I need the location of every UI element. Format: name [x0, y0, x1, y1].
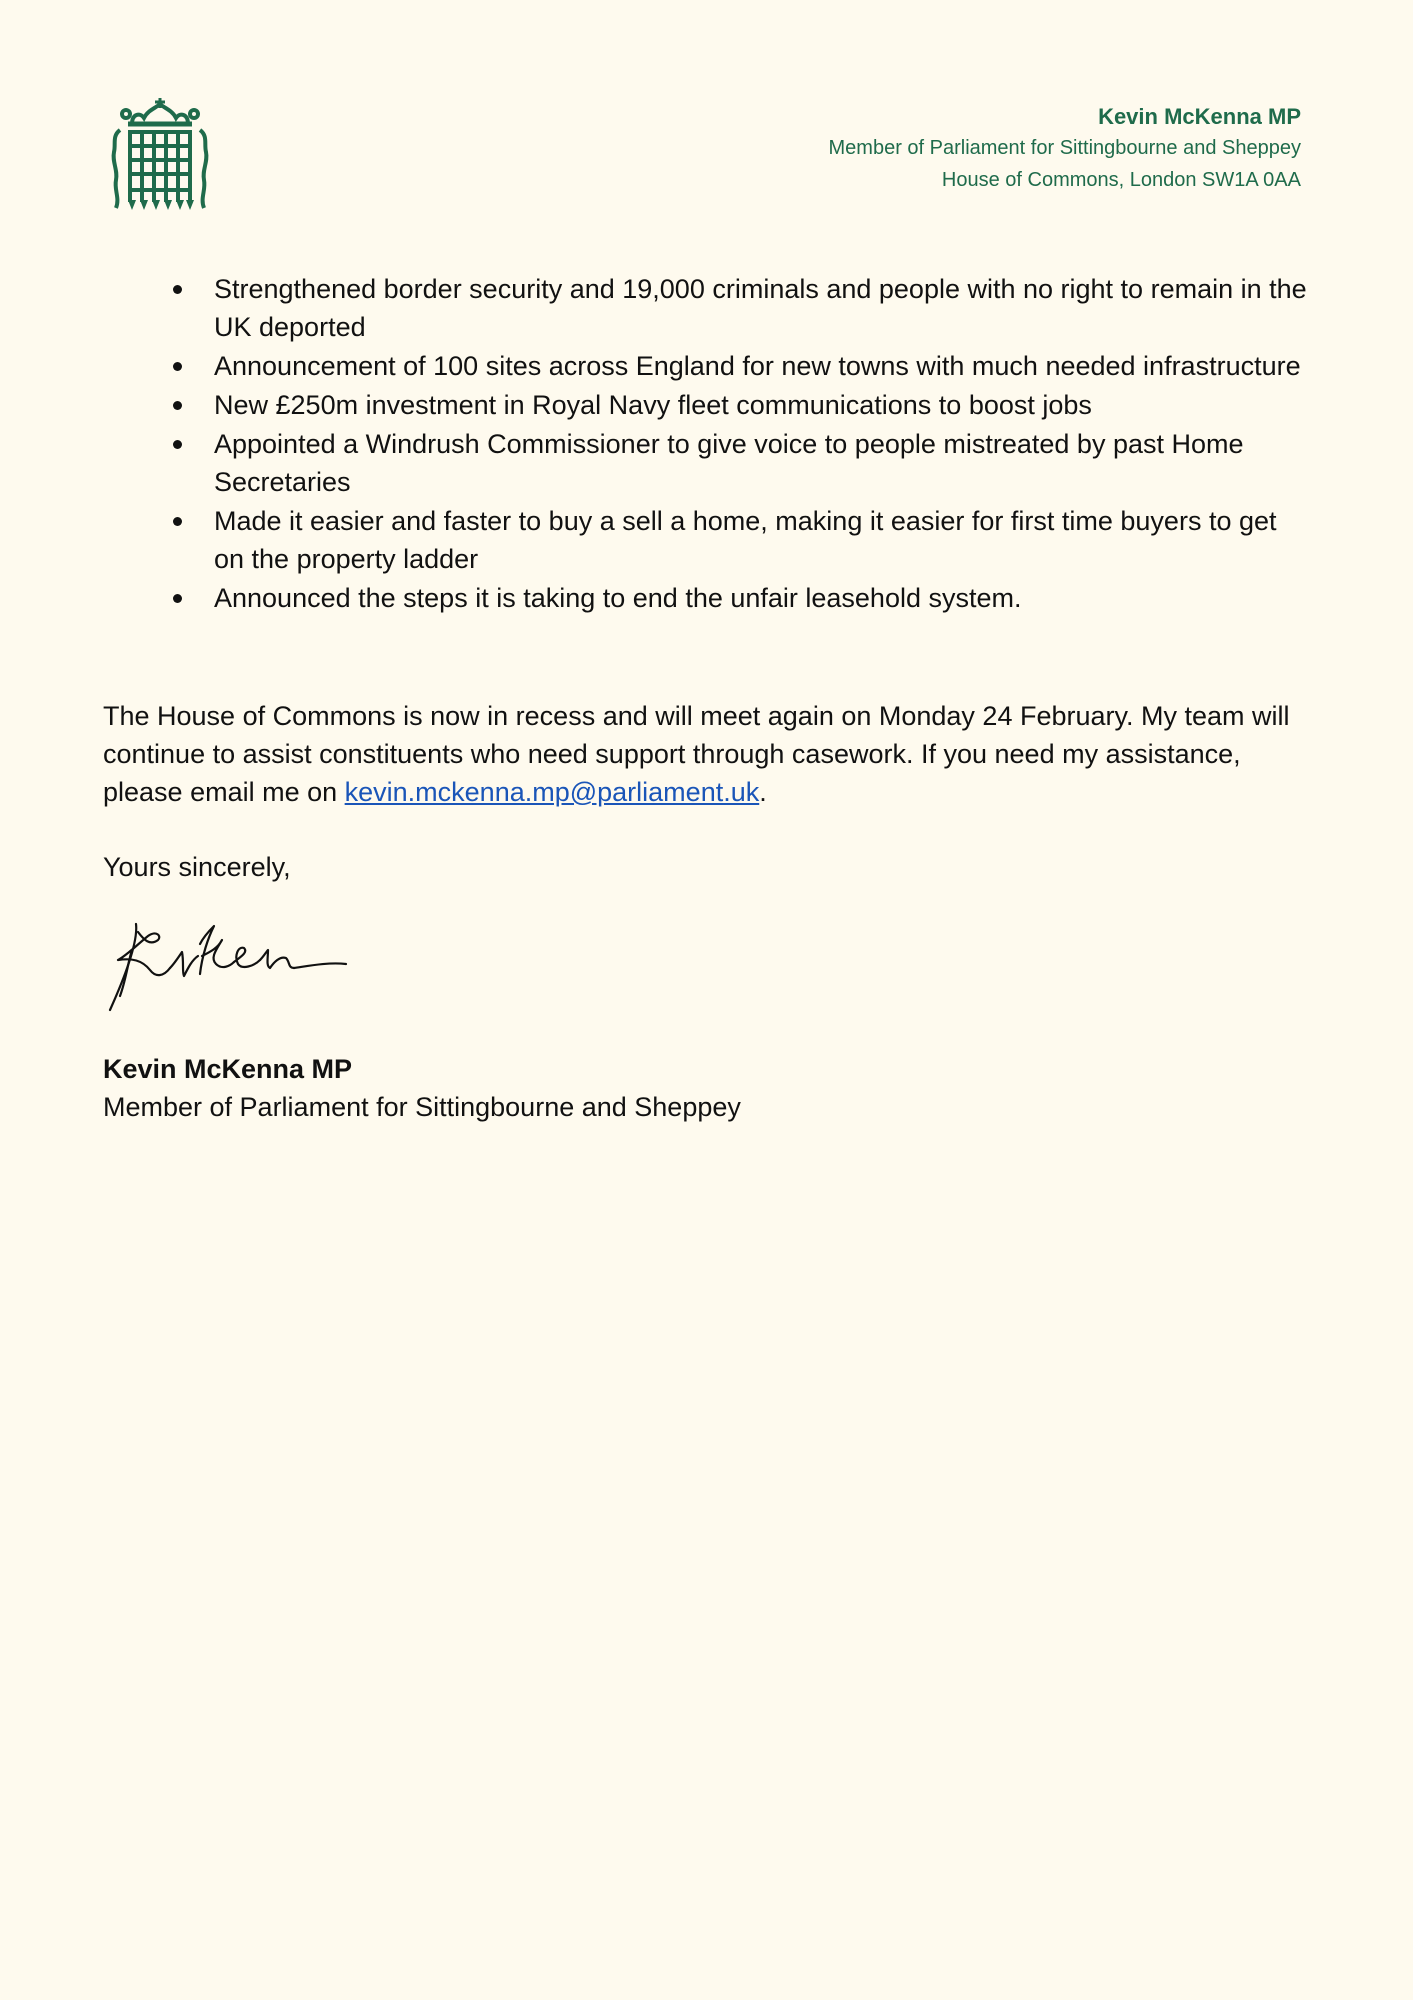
letterhead-address: House of Commons, London SW1A 0AA — [941, 169, 1301, 191]
bullet-icon — [173, 285, 182, 294]
letterhead — [829, 102, 1302, 196]
paragraph-end: . — [759, 777, 767, 807]
bullet-icon — [173, 362, 182, 371]
list-item — [103, 347, 1313, 385]
list-item — [103, 270, 1313, 346]
handwritten-signature — [98, 910, 378, 1020]
bullet-icon — [173, 594, 182, 603]
list-item-text: Made it easier and faster to buy a sell a home, making it easier for first time buyers to get on the property ladder — [214, 506, 1277, 574]
achievements-list — [103, 270, 1313, 618]
list-item-text: Announcement of 100 sites across England for new towns with much needed infrastructure — [214, 351, 1301, 381]
recess-paragraph — [103, 697, 1313, 811]
list-item — [103, 502, 1313, 578]
list-item — [103, 386, 1313, 424]
list-item-text: Announced the steps it is taking to end the unfair leasehold system. — [214, 583, 1022, 613]
signatory-name: Kevin McKenna MP — [103, 1054, 353, 1084]
signature-block — [103, 1050, 741, 1126]
list-item — [103, 425, 1313, 501]
list-item — [103, 579, 1313, 617]
letterhead-role: Member of Parliament for Sittingbourne and Sheppey — [828, 137, 1301, 159]
list-item-text: Strengthened border security and 19,000 criminals and people with no right to remain in the UK deported — [214, 274, 1307, 342]
bullet-icon — [173, 517, 182, 526]
portcullis-logo-icon — [106, 96, 214, 214]
list-item-text: New £250m investment in Royal Navy fleet communications to boost jobs — [214, 390, 1092, 420]
letterhead-name: Kevin McKenna MP — [1098, 104, 1301, 129]
email-link[interactable]: kevin.mckenna.mp@parliament.uk — [344, 777, 760, 807]
list-item-text: Appointed a Windrush Commissioner to give voice to people mistreated by past Home Secretaries — [214, 429, 1244, 497]
signatory-role: Member of Parliament for Sittingbourne and Sheppey — [103, 1092, 741, 1122]
bullet-icon — [173, 440, 182, 449]
paragraph-text: The House of Commons is now in recess and will meet again on Monday 24 February. My team will continue to assist constituents who need support through casework. If you need my assistance, please email me on — [103, 701, 1290, 807]
closing-salutation: Yours sincerely, — [103, 852, 291, 882]
bullet-icon — [173, 401, 182, 410]
